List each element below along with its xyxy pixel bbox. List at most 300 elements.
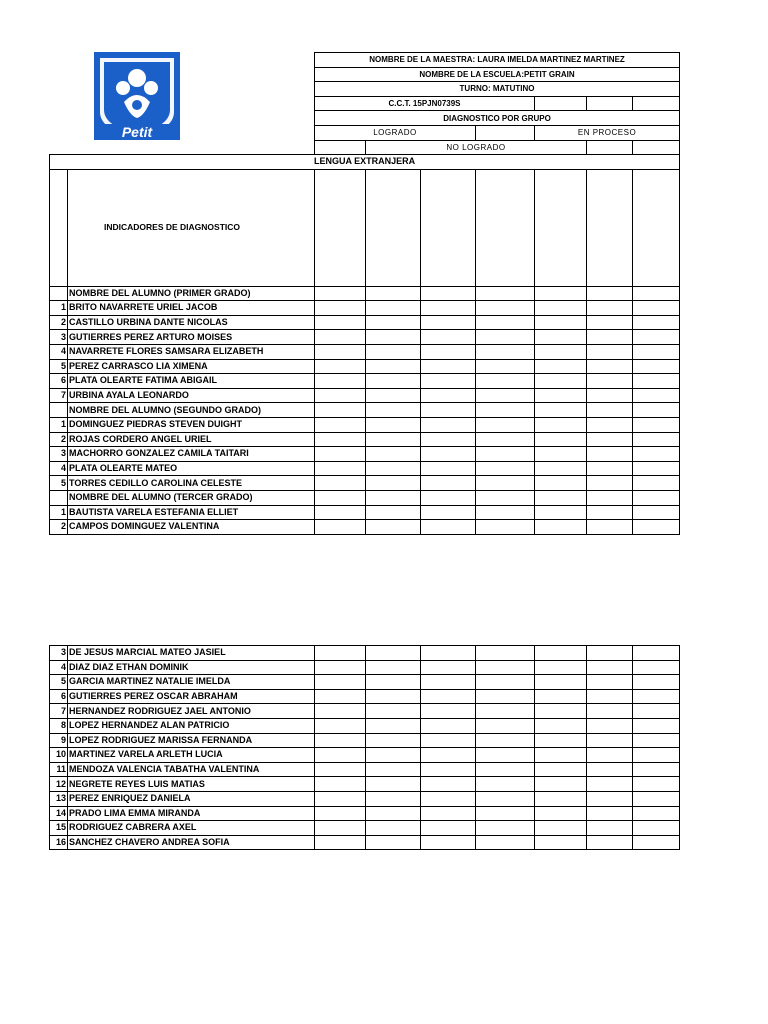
score-cell[interactable] <box>315 646 366 661</box>
student-name: DIAZ DIAZ ETHAN DOMINIK <box>68 660 315 675</box>
score-cell[interactable] <box>633 490 680 505</box>
score-cell[interactable] <box>421 286 476 301</box>
score-cell[interactable] <box>315 675 366 690</box>
score-cell[interactable] <box>366 704 421 719</box>
score-cell[interactable] <box>476 660 535 675</box>
score-cell[interactable] <box>535 675 587 690</box>
score-cell[interactable] <box>366 432 421 447</box>
score-cell[interactable] <box>421 301 476 316</box>
score-cell[interactable] <box>315 476 366 491</box>
score-cell[interactable] <box>535 660 587 675</box>
score-cell[interactable] <box>587 505 633 520</box>
score-cell[interactable] <box>587 461 633 476</box>
legend-achieved: LOGRADO <box>315 125 476 140</box>
score-cell[interactable] <box>366 646 421 661</box>
score-cell[interactable] <box>421 704 476 719</box>
score-cell[interactable] <box>476 374 535 389</box>
score-cell[interactable] <box>633 660 680 675</box>
score-cell[interactable] <box>587 447 633 462</box>
student-name: RODRIGUEZ CABRERA AXEL <box>68 821 315 836</box>
score-cell[interactable] <box>535 403 587 418</box>
score-cell[interactable] <box>535 388 587 403</box>
score-cell[interactable] <box>535 777 587 792</box>
score-cell[interactable] <box>535 718 587 733</box>
score-cell[interactable] <box>535 520 587 535</box>
score-cell[interactable] <box>421 733 476 748</box>
score-cell[interactable] <box>421 821 476 836</box>
score-cell[interactable] <box>476 330 535 345</box>
score-cell[interactable] <box>366 835 421 850</box>
score-cell[interactable] <box>476 748 535 763</box>
score-cell[interactable] <box>421 505 476 520</box>
score-cell[interactable] <box>633 733 680 748</box>
score-cell[interactable] <box>476 315 535 330</box>
row-number: 10 <box>50 748 68 763</box>
score-cell[interactable] <box>366 748 421 763</box>
score-cell[interactable] <box>587 344 633 359</box>
score-cell[interactable] <box>633 315 680 330</box>
score-cell[interactable] <box>633 777 680 792</box>
score-cell[interactable] <box>535 461 587 476</box>
score-cell[interactable] <box>315 791 366 806</box>
student-row <box>50 374 680 389</box>
score-cell[interactable] <box>633 675 680 690</box>
row-number: 4 <box>50 660 68 675</box>
score-cell[interactable] <box>366 762 421 777</box>
row-number: 3 <box>50 447 68 462</box>
student-name: MENDOZA VALENCIA TABATHA VALENTINA <box>68 762 315 777</box>
score-cell[interactable] <box>315 748 366 763</box>
score-cell[interactable] <box>535 330 587 345</box>
score-cell[interactable] <box>366 675 421 690</box>
score-cell[interactable] <box>535 748 587 763</box>
score-cell[interactable] <box>421 762 476 777</box>
student-name: NAVARRETE FLORES SAMSARA ELIZABETH <box>68 344 315 359</box>
score-cell[interactable] <box>366 301 421 316</box>
row-number: 4 <box>50 344 68 359</box>
score-cell[interactable] <box>366 403 421 418</box>
score-cell[interactable] <box>587 718 633 733</box>
score-cell[interactable] <box>633 432 680 447</box>
student-row <box>50 505 680 520</box>
score-cell[interactable] <box>476 733 535 748</box>
score-cell[interactable] <box>535 821 587 836</box>
student-name: SANCHEZ CHAVERO ANDREA SOFIA <box>68 835 315 850</box>
score-cell[interactable] <box>421 689 476 704</box>
score-cell[interactable] <box>633 718 680 733</box>
score-cell[interactable] <box>535 806 587 821</box>
score-cell[interactable] <box>421 359 476 374</box>
score-cell[interactable] <box>535 359 587 374</box>
score-cell[interactable] <box>535 689 587 704</box>
score-cell[interactable] <box>633 286 680 301</box>
row-number: 5 <box>50 359 68 374</box>
student-row <box>50 388 680 403</box>
score-cell[interactable] <box>476 301 535 316</box>
score-cell[interactable] <box>476 835 535 850</box>
score-cell[interactable] <box>587 388 633 403</box>
score-cell[interactable] <box>421 660 476 675</box>
score-cell[interactable] <box>587 762 633 777</box>
score-cell[interactable] <box>535 374 587 389</box>
score-cell[interactable] <box>476 806 535 821</box>
header-table <box>314 52 680 155</box>
score-cell[interactable] <box>587 315 633 330</box>
row-number: 3 <box>50 646 68 661</box>
row-number: 8 <box>50 718 68 733</box>
score-cell[interactable] <box>587 403 633 418</box>
score-cell[interactable] <box>315 821 366 836</box>
score-cell[interactable] <box>587 791 633 806</box>
score-cell[interactable] <box>421 388 476 403</box>
row-number: 11 <box>50 762 68 777</box>
student-name: GARCIA MARTINEZ NATALIE IMELDA <box>68 675 315 690</box>
student-row <box>50 660 680 675</box>
row-number: 1 <box>50 505 68 520</box>
row-number: 4 <box>50 461 68 476</box>
row-number: 15 <box>50 821 68 836</box>
score-cell[interactable] <box>315 806 366 821</box>
score-cell[interactable] <box>421 835 476 850</box>
row-number: 5 <box>50 675 68 690</box>
row-number: 16 <box>50 835 68 850</box>
student-name: LOPEZ RODRIGUEZ MARISSA FERNANDA <box>68 733 315 748</box>
score-cell[interactable] <box>315 432 366 447</box>
score-cell[interactable] <box>587 689 633 704</box>
row-number: 6 <box>50 374 68 389</box>
score-cell[interactable] <box>476 417 535 432</box>
row-number: 9 <box>50 733 68 748</box>
score-cell[interactable] <box>535 762 587 777</box>
score-cell[interactable] <box>633 461 680 476</box>
student-name: DOMINGUEZ PIEDRAS STEVEN DUIGHT <box>68 417 315 432</box>
score-cell[interactable] <box>633 806 680 821</box>
row-number: 1 <box>50 417 68 432</box>
student-name: URBINA AYALA LEONARDO <box>68 388 315 403</box>
student-name: BRITO NAVARRETE URIEL JACOB <box>68 301 315 316</box>
score-cell[interactable] <box>535 505 587 520</box>
score-cell[interactable] <box>421 777 476 792</box>
diagnosis-title: DIAGNOSTICO POR GRUPO <box>315 111 680 126</box>
score-cell[interactable] <box>366 374 421 389</box>
row-number: 14 <box>50 806 68 821</box>
score-cell[interactable] <box>421 490 476 505</box>
grade-header: NOMBRE DEL ALUMNO (PRIMER GRADO) <box>68 286 315 301</box>
student-row <box>50 718 680 733</box>
score-cell[interactable] <box>587 330 633 345</box>
score-cell[interactable] <box>366 461 421 476</box>
score-cell[interactable] <box>315 403 366 418</box>
student-name: MARTINEZ VARELA ARLETH LUCIA <box>68 748 315 763</box>
score-cell[interactable] <box>633 476 680 491</box>
score-cell[interactable] <box>476 704 535 719</box>
score-cell[interactable] <box>633 344 680 359</box>
score-cell[interactable] <box>633 762 680 777</box>
student-row <box>50 835 680 850</box>
student-row <box>50 806 680 821</box>
score-cell[interactable] <box>587 748 633 763</box>
score-cell[interactable] <box>587 806 633 821</box>
score-cell[interactable] <box>366 388 421 403</box>
student-name: CASTILLO URBINA DANTE NICOLAS <box>68 315 315 330</box>
score-cell[interactable] <box>587 821 633 836</box>
score-cell[interactable] <box>421 791 476 806</box>
student-name: NEGRETE REYES LUIS MATIAS <box>68 777 315 792</box>
score-cell[interactable] <box>315 505 366 520</box>
score-cell[interactable] <box>535 301 587 316</box>
student-row <box>50 315 680 330</box>
score-cell[interactable] <box>366 733 421 748</box>
score-cell[interactable] <box>315 374 366 389</box>
score-cell[interactable] <box>315 388 366 403</box>
score-cell[interactable] <box>587 359 633 374</box>
score-cell[interactable] <box>633 447 680 462</box>
row-number <box>50 286 68 301</box>
diagnosis-table <box>49 154 680 535</box>
score-cell[interactable] <box>315 286 366 301</box>
score-cell[interactable] <box>476 718 535 733</box>
score-cell[interactable] <box>476 520 535 535</box>
score-cell[interactable] <box>315 301 366 316</box>
score-cell[interactable] <box>476 821 535 836</box>
grade-header-row <box>50 490 680 505</box>
score-cell[interactable] <box>633 821 680 836</box>
score-cell[interactable] <box>421 718 476 733</box>
student-row <box>50 704 680 719</box>
grade-header-row <box>50 286 680 301</box>
score-cell[interactable] <box>366 718 421 733</box>
score-cell[interactable] <box>633 646 680 661</box>
row-number: 3 <box>50 330 68 345</box>
score-cell[interactable] <box>366 447 421 462</box>
score-cell[interactable] <box>366 777 421 792</box>
score-cell[interactable] <box>476 403 535 418</box>
score-cell[interactable] <box>476 505 535 520</box>
score-cell[interactable] <box>535 447 587 462</box>
score-cell[interactable] <box>476 432 535 447</box>
score-cell[interactable] <box>535 733 587 748</box>
row-number: 13 <box>50 791 68 806</box>
score-cell[interactable] <box>535 791 587 806</box>
score-cell[interactable] <box>535 344 587 359</box>
score-cell[interactable] <box>633 359 680 374</box>
score-cell[interactable] <box>633 704 680 719</box>
cct-code: C.C.T. 15PJN0739S <box>315 96 535 111</box>
student-name: PEREZ CARRASCO LIA XIMENA <box>68 359 315 374</box>
student-row <box>50 432 680 447</box>
grade-header: NOMBRE DEL ALUMNO (SEGUNDO GRADO) <box>68 403 315 418</box>
logo-text: Petit <box>121 124 153 140</box>
score-cell[interactable] <box>587 646 633 661</box>
student-name: PLATA OLEARTE MATEO <box>68 461 315 476</box>
score-cell[interactable] <box>315 461 366 476</box>
score-cell[interactable] <box>535 490 587 505</box>
score-cell[interactable] <box>535 835 587 850</box>
score-cell[interactable] <box>366 660 421 675</box>
row-number <box>50 403 68 418</box>
score-cell[interactable] <box>421 432 476 447</box>
score-cell[interactable] <box>587 476 633 491</box>
score-cell[interactable] <box>421 447 476 462</box>
score-cell[interactable] <box>315 344 366 359</box>
score-cell[interactable] <box>587 675 633 690</box>
score-cell[interactable] <box>633 835 680 850</box>
student-name: HERNANDEZ RODRIGUEZ JAEL ANTONIO <box>68 704 315 719</box>
score-cell[interactable] <box>535 315 587 330</box>
score-cell[interactable] <box>366 359 421 374</box>
score-cell[interactable] <box>476 675 535 690</box>
score-cell[interactable] <box>315 359 366 374</box>
score-cell[interactable] <box>315 315 366 330</box>
score-cell[interactable] <box>366 330 421 345</box>
score-cell[interactable] <box>476 791 535 806</box>
score-cell[interactable] <box>366 476 421 491</box>
student-row <box>50 301 680 316</box>
score-cell[interactable] <box>315 777 366 792</box>
score-cell[interactable] <box>421 403 476 418</box>
score-cell[interactable] <box>476 461 535 476</box>
score-cell[interactable] <box>421 461 476 476</box>
score-cell[interactable] <box>476 646 535 661</box>
score-cell[interactable] <box>366 806 421 821</box>
score-cell[interactable] <box>587 301 633 316</box>
score-cell[interactable] <box>476 447 535 462</box>
student-name: PRADO LIMA EMMA MIRANDA <box>68 806 315 821</box>
score-cell[interactable] <box>421 330 476 345</box>
score-cell[interactable] <box>366 689 421 704</box>
row-number <box>50 490 68 505</box>
score-cell[interactable] <box>366 520 421 535</box>
score-cell[interactable] <box>476 359 535 374</box>
score-cell[interactable] <box>587 374 633 389</box>
score-cell[interactable] <box>587 835 633 850</box>
student-row <box>50 733 680 748</box>
score-cell[interactable] <box>366 344 421 359</box>
score-cell[interactable] <box>587 286 633 301</box>
score-cell[interactable] <box>366 286 421 301</box>
score-cell[interactable] <box>587 490 633 505</box>
score-cell[interactable] <box>587 777 633 792</box>
score-cell[interactable] <box>633 748 680 763</box>
score-cell[interactable] <box>366 505 421 520</box>
score-cell[interactable] <box>315 704 366 719</box>
score-cell[interactable] <box>587 733 633 748</box>
score-cell[interactable] <box>633 505 680 520</box>
score-cell[interactable] <box>366 315 421 330</box>
score-cell[interactable] <box>587 432 633 447</box>
score-cell[interactable] <box>421 675 476 690</box>
score-cell[interactable] <box>421 748 476 763</box>
score-cell[interactable] <box>476 777 535 792</box>
score-cell[interactable] <box>587 520 633 535</box>
score-cell[interactable] <box>633 403 680 418</box>
score-cell[interactable] <box>587 660 633 675</box>
score-cell[interactable] <box>476 388 535 403</box>
score-cell[interactable] <box>535 286 587 301</box>
score-cell[interactable] <box>476 344 535 359</box>
score-cell[interactable] <box>315 447 366 462</box>
score-cell[interactable] <box>535 476 587 491</box>
score-cell[interactable] <box>315 689 366 704</box>
student-row <box>50 447 680 462</box>
student-name: TORRES CEDILLO CAROLINA CELESTE <box>68 476 315 491</box>
score-cell[interactable] <box>421 315 476 330</box>
score-cell[interactable] <box>535 704 587 719</box>
student-name: BAUTISTA VARELA ESTEFANIA ELLIET <box>68 505 315 520</box>
score-cell[interactable] <box>366 490 421 505</box>
student-row <box>50 762 680 777</box>
score-cell[interactable] <box>633 417 680 432</box>
score-cell[interactable] <box>476 286 535 301</box>
school-name: NOMBRE DE LA ESCUELA:PETIT GRAIN <box>315 67 680 82</box>
score-cell[interactable] <box>633 520 680 535</box>
score-cell[interactable] <box>535 646 587 661</box>
row-number: 12 <box>50 777 68 792</box>
row-number: 2 <box>50 432 68 447</box>
score-cell[interactable] <box>633 791 680 806</box>
score-cell[interactable] <box>476 689 535 704</box>
student-row <box>50 821 680 836</box>
score-cell[interactable] <box>587 704 633 719</box>
score-cell[interactable] <box>633 301 680 316</box>
score-cell[interactable] <box>421 520 476 535</box>
score-cell[interactable] <box>315 762 366 777</box>
score-cell[interactable] <box>587 417 633 432</box>
score-cell[interactable] <box>421 344 476 359</box>
score-cell[interactable] <box>366 791 421 806</box>
legend-not-achieved: NO LOGRADO <box>366 140 587 155</box>
student-row <box>50 675 680 690</box>
student-name: CAMPOS DOMINGUEZ VALENTINA <box>68 520 315 535</box>
score-cell[interactable] <box>535 432 587 447</box>
score-cell[interactable] <box>476 762 535 777</box>
score-cell[interactable] <box>366 417 421 432</box>
score-cell[interactable] <box>421 646 476 661</box>
score-cell[interactable] <box>315 835 366 850</box>
student-row <box>50 461 680 476</box>
student-row <box>50 646 680 661</box>
score-cell[interactable] <box>421 417 476 432</box>
score-cell[interactable] <box>315 660 366 675</box>
student-name: PEREZ ENRIQUEZ DANIELA <box>68 791 315 806</box>
score-cell[interactable] <box>633 330 680 345</box>
student-name: LOPEZ HERNANDEZ ALAN PATRICIO <box>68 718 315 733</box>
score-cell[interactable] <box>421 374 476 389</box>
row-number: 1 <box>50 301 68 316</box>
score-cell[interactable] <box>315 490 366 505</box>
score-cell[interactable] <box>633 374 680 389</box>
score-cell[interactable] <box>315 417 366 432</box>
score-cell[interactable] <box>366 821 421 836</box>
score-cell[interactable] <box>315 733 366 748</box>
score-cell[interactable] <box>315 718 366 733</box>
student-row <box>50 359 680 374</box>
score-cell[interactable] <box>476 490 535 505</box>
score-cell[interactable] <box>315 330 366 345</box>
score-cell[interactable] <box>421 806 476 821</box>
score-cell[interactable] <box>421 476 476 491</box>
student-row <box>50 777 680 792</box>
score-cell[interactable] <box>476 476 535 491</box>
score-cell[interactable] <box>535 417 587 432</box>
shift: TURNO: MATUTINO <box>315 82 680 97</box>
row-number: 5 <box>50 476 68 491</box>
diagnosis-table-continued <box>49 645 680 850</box>
score-cell[interactable] <box>315 520 366 535</box>
score-cell[interactable] <box>633 689 680 704</box>
grade-header-row <box>50 403 680 418</box>
score-cell[interactable] <box>633 388 680 403</box>
